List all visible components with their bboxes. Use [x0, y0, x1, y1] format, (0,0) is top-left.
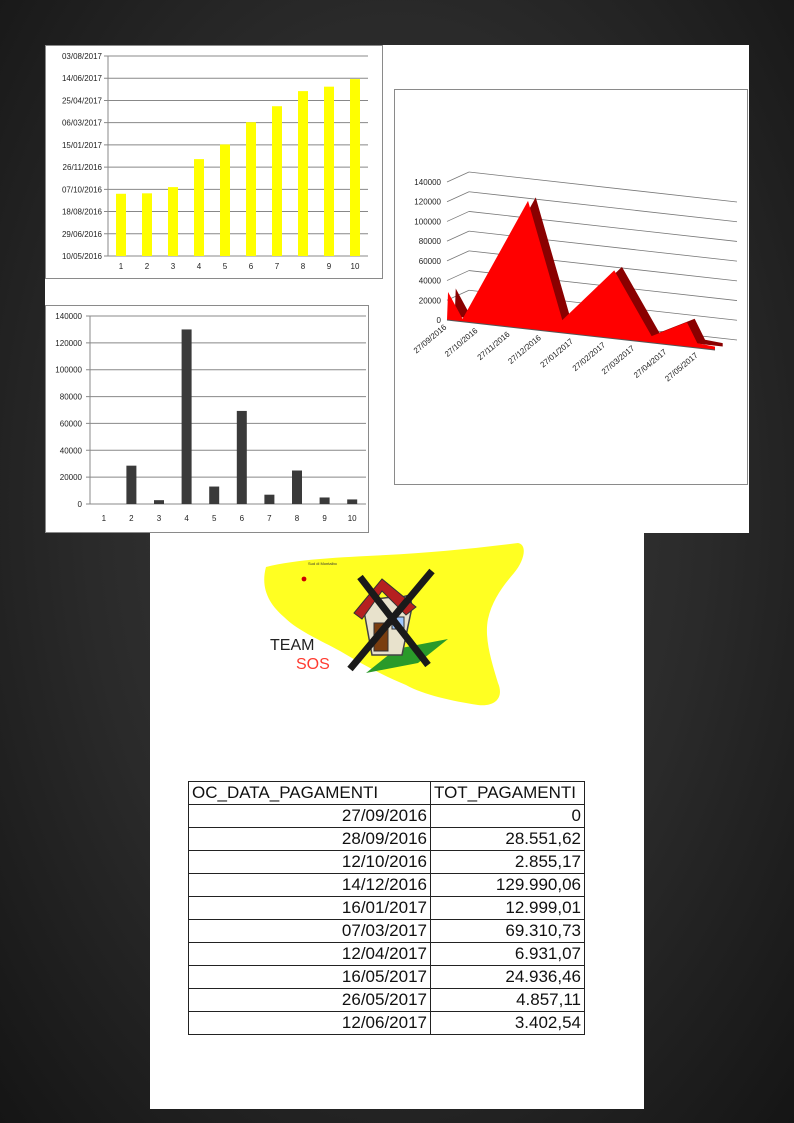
y-tick-label: 100000: [414, 217, 441, 227]
y-tick-label: 40000: [418, 276, 441, 286]
y-tick-label: 140000: [414, 178, 441, 187]
table-row: [189, 1012, 585, 1035]
cell-date: 12/04/2017: [189, 943, 431, 966]
x-tick-label: 27/10/2016: [442, 326, 480, 359]
x-tick-label: 4: [184, 514, 189, 523]
bar: [324, 87, 334, 256]
y-tick-label: 26/11/2016: [62, 163, 102, 173]
x-tick-label: 2: [144, 262, 150, 271]
y-tick-label: 80000: [418, 237, 441, 247]
bar: [154, 500, 164, 504]
y-tick-label: 60000: [418, 256, 441, 266]
bar: [237, 411, 247, 504]
cell-date: 28/09/2016: [189, 828, 431, 851]
bar: [264, 495, 274, 504]
table-header-row: [189, 782, 585, 805]
y-tick-label: 140000: [55, 312, 82, 321]
table-row: [189, 966, 585, 989]
y-tick-label: 07/10/2016: [61, 185, 102, 195]
x-tick-label: 1: [101, 514, 107, 523]
payments-table: [188, 781, 585, 1035]
cell-date: 14/12/2016: [189, 874, 431, 897]
x-tick-label: 10: [347, 514, 357, 523]
y-tick-label: 10/05/2016: [61, 252, 102, 261]
gridline: [447, 251, 469, 261]
x-tick-label: 9: [326, 262, 332, 271]
x-tick-label: 7: [267, 514, 272, 523]
x-tick-label: 5: [222, 262, 228, 271]
gridline: [447, 231, 469, 241]
x-tick-label: 4: [196, 262, 202, 271]
date-bar-chart: [45, 45, 383, 279]
payments-area-chart: [394, 89, 748, 485]
y-tick-label: 80000: [59, 392, 82, 402]
bar: [272, 106, 282, 256]
x-tick-label: 27/04/2017: [632, 347, 669, 380]
cell-date: 16/05/2017: [189, 966, 431, 989]
bar: [209, 487, 219, 504]
y-tick-label: 40000: [59, 446, 82, 456]
gridline: [469, 192, 737, 222]
x-tick-label: 27/05/2017: [663, 350, 700, 384]
bar: [168, 187, 178, 256]
cell-amount: 28.551,62: [431, 828, 585, 851]
y-tick-label: 60000: [59, 419, 82, 429]
table-row: [189, 920, 585, 943]
cell-date: 16/01/2017: [189, 897, 431, 920]
x-tick-label: 5: [211, 514, 217, 523]
team-sos-logo: [256, 535, 532, 749]
bar: [292, 471, 302, 504]
x-tick-label: 2: [129, 514, 134, 523]
table-row: [189, 805, 585, 828]
charts-panel: [45, 45, 749, 533]
cell-date: 27/09/2016: [189, 805, 431, 828]
x-tick-label: 27/02/2017: [570, 340, 608, 374]
bar: [350, 79, 360, 256]
gridline: [447, 271, 469, 281]
bar: [142, 193, 152, 256]
table-row: [189, 851, 585, 874]
y-tick-label: 120000: [55, 338, 82, 348]
gridline: [447, 211, 469, 221]
x-tick-label: 1: [118, 262, 124, 271]
bar: [347, 499, 357, 504]
cell-date: 07/03/2017: [189, 920, 431, 943]
gridline: [447, 172, 469, 182]
y-tick-label: 25/04/2017: [61, 96, 102, 106]
x-tick-label: 27/01/2017: [538, 336, 576, 370]
table-row: [189, 828, 585, 851]
area-series: [447, 201, 715, 350]
column-header-date: OC_DATA_PAGAMENTI: [189, 782, 431, 805]
bar: [298, 91, 308, 256]
logo-sos-text: SOS: [296, 656, 330, 673]
y-tick-label: 03/08/2017: [61, 52, 102, 61]
x-tick-label: 10: [350, 262, 360, 271]
bar: [320, 497, 330, 504]
x-tick-label: 7: [274, 262, 280, 271]
table-row: [189, 897, 585, 920]
table-row: [189, 874, 585, 897]
gridline: [469, 172, 737, 202]
x-tick-label: 9: [322, 514, 327, 523]
cell-amount: 4.857,11: [431, 989, 585, 1012]
sicily-map-logo: [256, 535, 532, 749]
x-tick-label: 27/12/2016: [506, 333, 543, 366]
x-tick-label: 6: [239, 514, 245, 523]
map-caption: Sud di Montalbo: [308, 561, 337, 566]
bar: [116, 194, 126, 256]
x-tick-label: 6: [248, 262, 254, 271]
x-tick-label: 27/03/2017: [599, 343, 637, 377]
cell-amount: 69.310,73: [431, 920, 585, 943]
cell-date: 12/06/2017: [189, 1012, 431, 1035]
x-tick-label: 27/11/2016: [475, 329, 512, 362]
y-tick-label: 0: [436, 316, 441, 325]
payments-area-chart-svg: [395, 90, 747, 484]
table-row: [189, 989, 585, 1012]
cell-amount: 2.855,17: [431, 851, 585, 874]
x-tick-label: 27/09/2016: [411, 322, 449, 356]
gridline: [447, 192, 469, 202]
date-bar-chart-svg: [46, 46, 382, 278]
payments-bar-chart: [45, 305, 369, 533]
x-tick-label: 8: [294, 514, 300, 523]
y-tick-label: 120000: [414, 197, 441, 207]
cell-amount: 3.402,54: [431, 1012, 585, 1035]
y-tick-label: 29/06/2016: [61, 229, 102, 239]
cell-date: 12/10/2016: [189, 851, 431, 874]
y-tick-label: 0: [77, 500, 82, 509]
payments-bar-chart-svg: [46, 306, 368, 532]
cell-amount: 24.936,46: [431, 966, 585, 989]
x-tick-label: 3: [156, 514, 162, 523]
cell-amount: 6.931,07: [431, 943, 585, 966]
cell-date: 26/05/2017: [189, 989, 431, 1012]
bar: [194, 159, 204, 256]
bar: [182, 329, 192, 504]
location-pin-icon: [302, 577, 307, 582]
y-tick-label: 18/08/2016: [61, 207, 102, 217]
y-tick-label: 06/03/2017: [61, 118, 102, 128]
bar: [220, 144, 230, 256]
x-tick-label: 8: [300, 262, 306, 271]
table-panel: [150, 533, 644, 1109]
y-tick-label: 100000: [55, 365, 82, 375]
cell-amount: 12.999,01: [431, 897, 585, 920]
table-row: [189, 943, 585, 966]
y-tick-label: 20000: [418, 296, 441, 306]
logo-team-text: TEAM: [270, 637, 315, 654]
cell-amount: 129.990,06: [431, 874, 585, 897]
x-tick-label: 3: [170, 262, 176, 271]
y-tick-label: 20000: [59, 473, 82, 483]
bar: [126, 466, 136, 504]
bar: [246, 122, 256, 256]
column-header-total: TOT_PAGAMENTI: [431, 782, 585, 805]
y-tick-label: 14/06/2017: [61, 74, 102, 84]
cell-amount: 0: [431, 805, 585, 828]
y-tick-label: 15/01/2017: [61, 140, 102, 150]
